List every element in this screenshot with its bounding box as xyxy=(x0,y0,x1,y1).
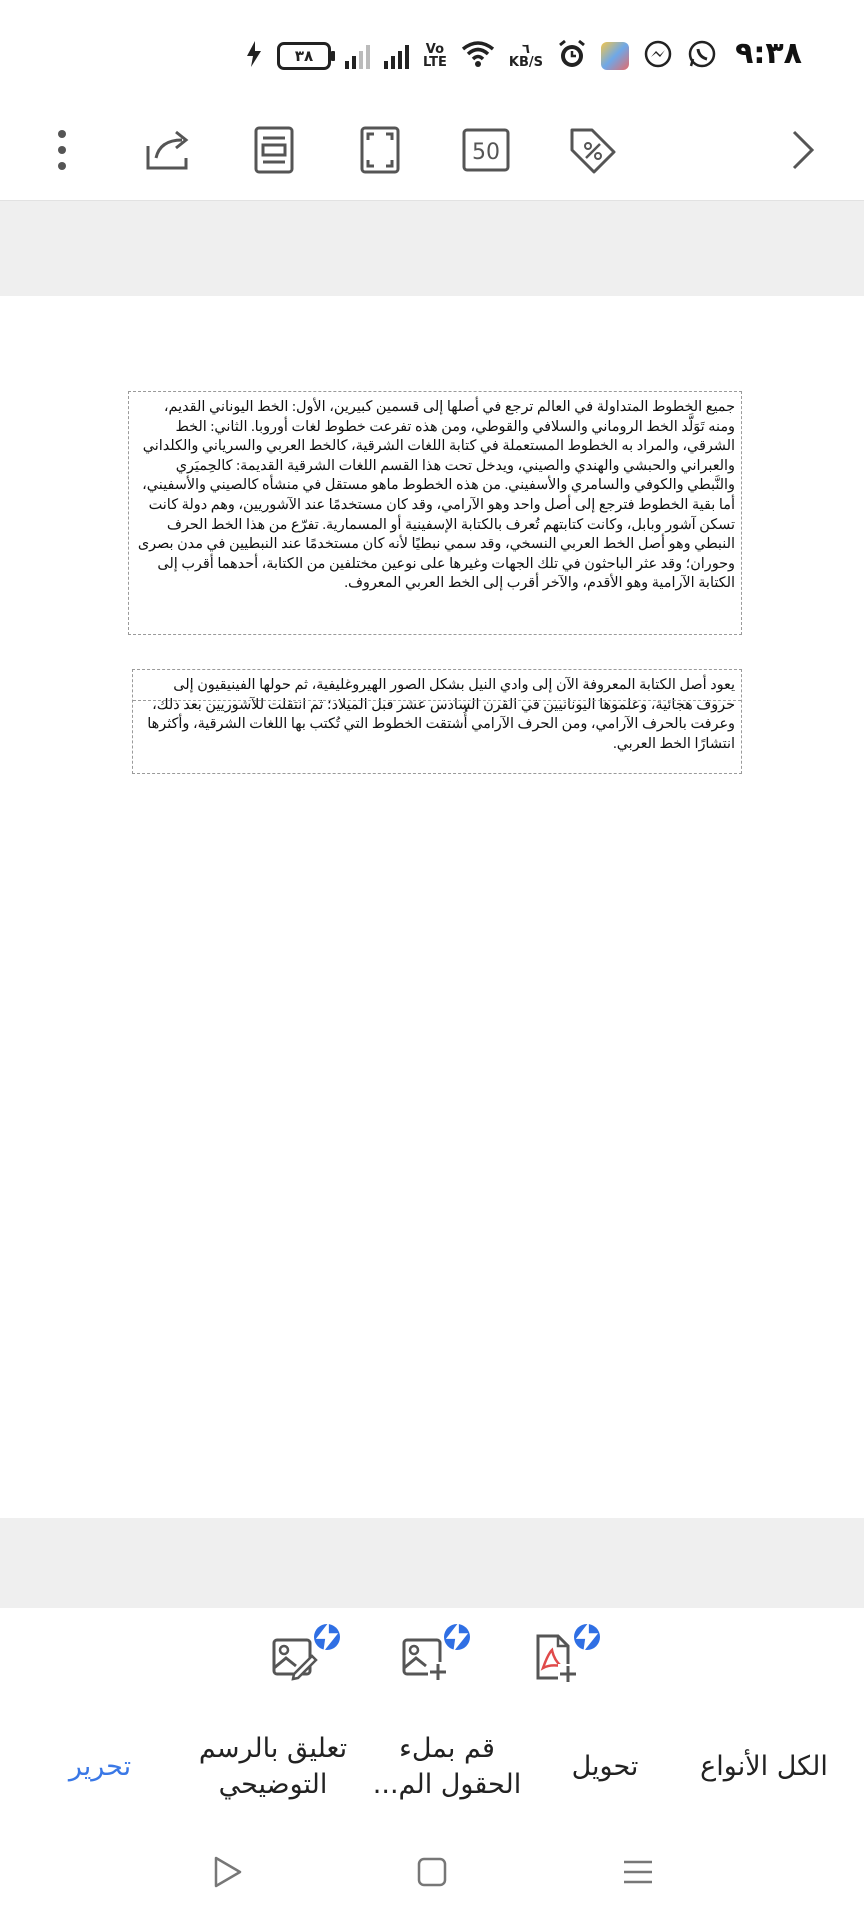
home-square-icon[interactable] xyxy=(410,1850,454,1894)
text-block-2[interactable] xyxy=(132,669,742,774)
top-toolbar xyxy=(0,100,864,200)
battery-level: ٣٨ xyxy=(294,47,314,65)
share-icon[interactable] xyxy=(138,120,198,180)
tab-convert[interactable]: تحويل xyxy=(571,1751,639,1782)
tab-annotate[interactable]: تعليق بالرسم التوضيحي xyxy=(198,1733,348,1800)
tab-row xyxy=(0,1712,864,1822)
tab-edit[interactable]: تحرير xyxy=(68,1751,132,1782)
page-gap-top xyxy=(0,200,864,297)
network-speed xyxy=(509,43,543,69)
charging-icon xyxy=(245,41,263,71)
network-speed-unit: KB/S xyxy=(508,55,543,70)
page-badge-text: 50 xyxy=(472,140,500,165)
bolt-icon xyxy=(314,1624,340,1650)
pdf-add-icon[interactable] xyxy=(528,1632,588,1692)
chevron-right-icon[interactable] xyxy=(772,120,832,180)
volte-icon: Vo LTE xyxy=(423,42,447,70)
edit-tools-row xyxy=(0,1608,864,1713)
text-block-1[interactable] xyxy=(128,391,742,635)
battery-icon xyxy=(277,42,331,70)
image-add-icon[interactable] xyxy=(398,1632,458,1692)
system-nav-bar xyxy=(0,1822,864,1920)
clock: ٩:٣٨ xyxy=(735,36,802,71)
signal-1-icon xyxy=(345,43,370,69)
paragraph-1: جميع الخطوط المتداولة في العالم ترجع في أصلها إلى قسمين كبيرين، الأول: الخط اليوناني القديم، ومنه تَوَلَّد الخط الروماني والسلافي والقوطي، ومن هذه تفرعت خطوط لغات أوروبا. الثاني: الخط الشرقي، والمراد به الخطوط المستعملة في كتابة اللغات الشرقية، كالخط العربي والسرياني والكلداني والعبراني والحبشي والهندي والصيني، ويدخل تحت هذا القسم اللغات الشرقية القديمة: كالحِميَري والنَّبطي والكوفي والسامري والأسفيني. من هذه الخطوط ماهو مستقل في منشأه كالصيني والأسفيني، أما بقية الخطوط فترجع إلى أصل واحد وهو الآرامي، وقد كان مستخدمًا عند الآشوريين، وهم دولة كانت تسكن آشور وبابل، وكانت كتابتهم تُعرف بالكتابة الإسفينية أو المسمارية. تفرّع من هذا الخط الحرف النبطي وهو أصل الخط العربي النسخي، وقد سمي نبطيًا لأنه كان مستخدمًا عند النبطيين في مدن بصرى وحوران؛ وقد عثر الباحثون في تلك الجهات وغيرها على نوعين مختلفين من الكتابة، أحدهما أقرب إلى الكتابة الآرامية وهو الأقدم، والآخر أقرب إلى الخط العربي المعروف. xyxy=(137,399,735,592)
wifi-icon xyxy=(461,40,495,72)
bolt-icon xyxy=(444,1624,470,1650)
bolt-icon xyxy=(574,1624,600,1650)
tab-fill-fields[interactable]: قم بملء الحقول الم... xyxy=(372,1733,522,1800)
network-speed-value: ٦ xyxy=(521,42,530,57)
status-icons xyxy=(245,36,717,76)
page-gap-bottom xyxy=(0,1518,864,1608)
alarm-icon xyxy=(557,39,587,73)
page-50-icon[interactable] xyxy=(456,120,516,180)
image-edit-icon[interactable] xyxy=(268,1632,328,1692)
recents-menu-icon[interactable] xyxy=(616,1850,660,1894)
selection-overlay xyxy=(133,700,741,702)
messenger-icon xyxy=(643,39,673,73)
document-page xyxy=(0,296,864,1518)
more-vertical-icon[interactable] xyxy=(32,120,92,180)
paragraph-2: يعود أصل الكتابة المعروفة الآن إلى وادي النيل بشكل الصور الهيروغليفية، ثم حولها الفينيقيون إلى حروف هجائية، وعلموها اليونانيين في القرن السادس عشر قبل الميلاد؛ ثم انتقلت للآشوريين بعد ذلك، وعرفت بالحرف الآرامي، ومن الحرف الآرامي أُشتقت الخطوط التي تُكتب بها اللغات الشرقية، وأكثرها انتشارًا الخط العربي. xyxy=(147,677,735,752)
signal-2-icon xyxy=(384,43,409,69)
app-notification-icon xyxy=(601,42,629,70)
whatsapp-icon xyxy=(687,39,717,73)
tab-all-types[interactable]: الكل الأنواع xyxy=(700,1751,828,1782)
tag-percent-icon[interactable] xyxy=(562,120,622,180)
layout-icon[interactable] xyxy=(244,120,304,180)
fullscreen-icon[interactable] xyxy=(350,120,410,180)
back-play-icon[interactable] xyxy=(206,1850,250,1894)
status-bar xyxy=(0,0,864,100)
